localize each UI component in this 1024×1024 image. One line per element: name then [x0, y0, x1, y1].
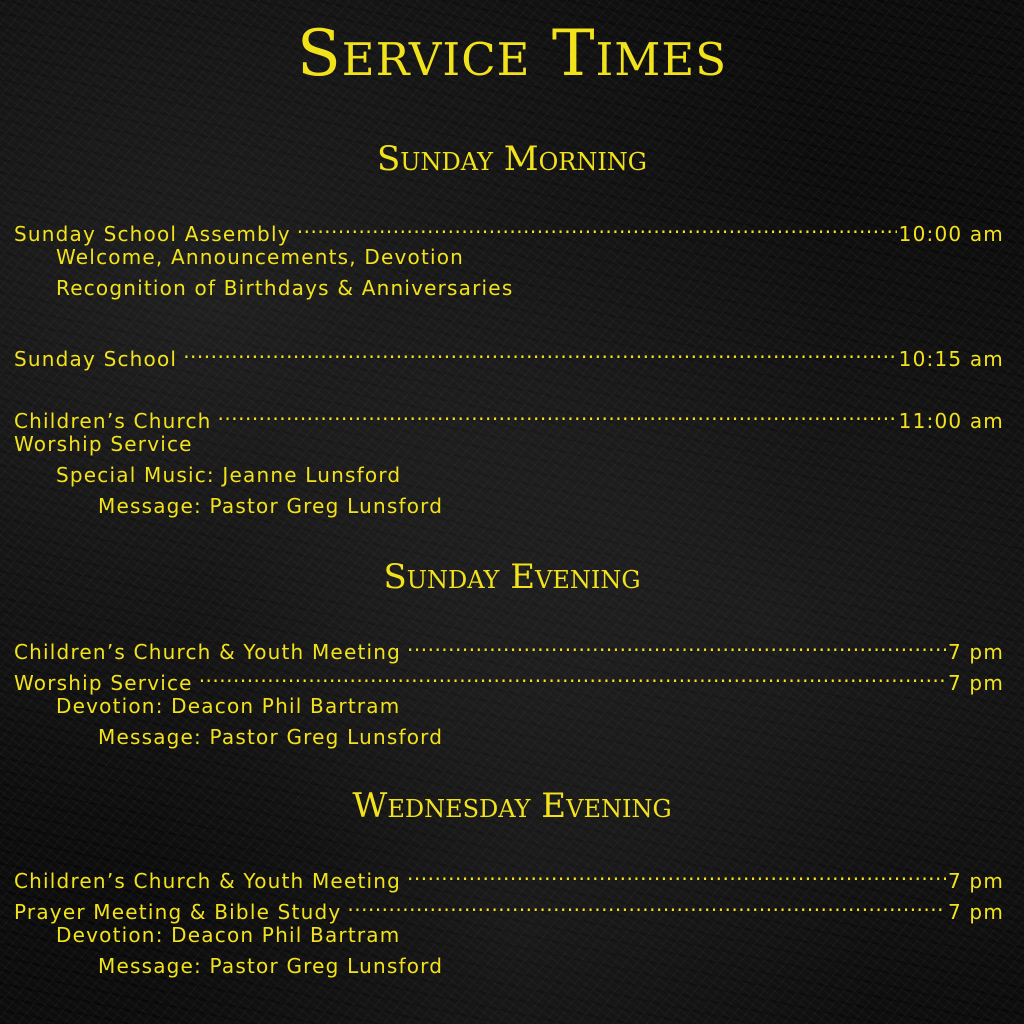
schedule-row-label: Prayer Meeting & Bible Study	[14, 900, 342, 924]
schedule-note: Message: Pastor Greg Lunsford	[98, 494, 444, 518]
dot-leader	[297, 211, 897, 241]
schedule-row-label: Sunday School Assembly	[14, 222, 291, 246]
schedule-note: Message: Pastor Greg Lunsford	[98, 725, 444, 749]
dot-leader	[218, 398, 897, 428]
section-heading-sunday-evening: Sunday Evening	[383, 557, 641, 597]
dot-leader	[407, 629, 946, 659]
dot-leader	[199, 660, 946, 690]
schedule-row-time: 11:00 am	[898, 409, 1004, 433]
schedule-row-time: 7 pm	[947, 869, 1004, 893]
schedule-row-time: 10:00 am	[898, 222, 1004, 246]
page-title: Service Times	[296, 17, 728, 91]
schedule-row-label: Children’s Church & Youth Meeting	[14, 640, 402, 664]
dot-leader	[183, 336, 896, 366]
dot-leader	[347, 889, 946, 919]
schedule-row-label: Worship Service	[14, 671, 193, 695]
section-heading-sunday-morning: Sunday Morning	[377, 139, 647, 179]
schedule-row-sunday-school	[14, 336, 1004, 374]
schedule-row-label: Children’s Church & Youth Meeting	[14, 869, 402, 893]
schedule-row-label: Sunday School	[14, 347, 178, 371]
schedule-row-time: 7 pm	[947, 640, 1004, 664]
schedule-note: Special Music: Jeanne Lunsford	[56, 463, 402, 487]
schedule-note: Devotion: Deacon Phil Bartram	[56, 923, 401, 947]
section-heading-wednesday-evening: Wednesday Evening	[352, 786, 672, 826]
schedule-row-label: Children’s Church	[14, 409, 212, 433]
schedule-note: Worship Service	[14, 432, 193, 456]
schedule-note: Welcome, Announcements, Devotion	[56, 245, 465, 269]
schedule-row-time: 10:15 am	[898, 347, 1004, 371]
schedule-note: Recognition of Birthdays & Anniversaries	[56, 276, 514, 300]
schedule-row-time: 7 pm	[947, 900, 1004, 924]
dot-leader	[407, 858, 946, 888]
schedule-row-time: 7 pm	[947, 671, 1004, 695]
schedule-note: Devotion: Deacon Phil Bartram	[56, 694, 401, 718]
schedule-note: Message: Pastor Greg Lunsford	[98, 954, 444, 978]
